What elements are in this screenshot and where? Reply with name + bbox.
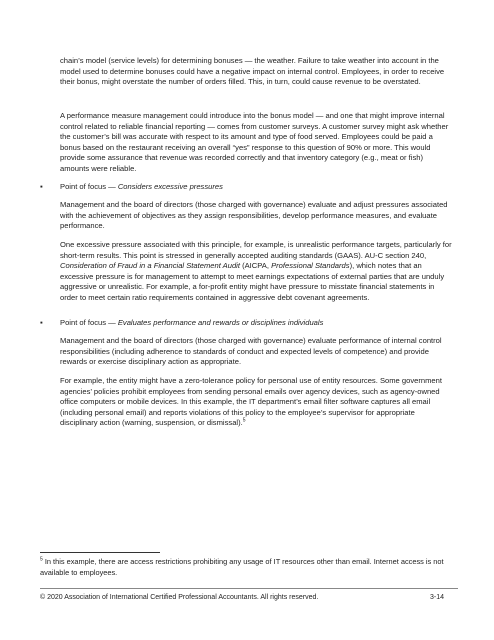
text-run: One excessive pressure associated with this principle, for example, is unrealistic performance targets, particularly for short-term results. This point is stressed in generally accepted auditing standards (GAAS). AU-C section 240, [60,240,452,260]
text-run: For example, the entity might have a zero-tolerance policy for personal use of entity resources. Some government agencies’ policies prohibit employees from sending personal emails over agency devices, such as agency-owned office computers or mobile devices. In this example, the IT department’s email filter software captures all email (including personal email) and reports violations of this policy to the employee’s supervisor for appropriate disciplinary action (warning, suspension, or dismissal). [60,376,442,428]
bullet-marker: ▪ [40,182,43,191]
point-of-focus-prefix: Point of focus — [60,182,118,191]
footnote [40,556,460,578]
point-of-focus-heading [60,318,452,329]
footnote-text: In this example, there are access restrictions prohibiting any usage of IT resources other than email. Internet access is not available to employees. [40,557,444,577]
point-of-focus-title: Considers excessive pressures [117,182,223,191]
footer-divider [40,588,458,589]
text-run: ), which notes that an excessive pressure is for management to attempt to meet earnings expectations of external parties that are unduly aggressive or unrealistic. For example, a for-profit entity might have pressure to misstate financial statements in order to meet certain ratio requirements contained in aggressive debt covenant agreements. [60,261,445,302]
bullet-marker: ▪ [40,318,43,327]
footnote-reference[interactable]: 5 [242,417,246,424]
footer-copyright: © 2020 Association of International Certified Professional Accountants. All rights reserved. [40,594,319,601]
footnote-divider [40,552,160,553]
paragraph-customer-survey: A performance measure management could introduce into the bonus model — and one that might improve internal control related to reliable financial reporting — comes from customer surveys. A customer survey might ask whether the customer’s bill was accurate with respect to its amount and type of food served. Employees could be paid a bonus based on the restaurant receiving an overall “yes” response to this question of 90% or more. This would provide some assurance that revenue was recorded correctly and that inventory category (e.g., meat or fish) amounts were reliable. [60,111,449,173]
paragraph-excessive-pressure [60,240,452,304]
paragraph-zero-tolerance [60,376,452,429]
point-of-focus-prefix: Point of focus — [60,318,118,327]
footnote-marker: 5 [40,556,43,563]
citation-title: Consideration of Fraud in a Financial Statement Audit [60,261,240,271]
point-of-focus-title: Evaluates performance and rewards or disciplines individuals [117,318,324,327]
text-run: (AICPA, [239,261,272,271]
page-number: 3-14 [430,594,445,601]
citation-source: Professional Standards [271,261,350,271]
point-of-focus-heading [60,182,452,193]
paragraph-weather-bonus: chain’s model (service levels) for determining bonuses — the weather. Failure to take weather into account in the model used to determine bonuses could have a negative impact on internal control. Employees, in order to receive their bonus, might overstate the number of orders filled. This, in turn, could cause revenue to be overstated. [60,56,445,87]
paragraph-evaluate-performance: Management and the board of directors (those charged with governance) evaluate performance of internal control responsibilities (including adherence to standards of conduct and expected levels of competence) and provide rewards or exercise disciplinary action as appropriate. [60,336,442,367]
paragraph-adjust-pressures: Management and the board of directors (those charged with governance) evaluate and adjust pressures associated with the achievement of objectives as they assign responsibilities, develop performance measures, and evaluate performance. [60,200,448,231]
